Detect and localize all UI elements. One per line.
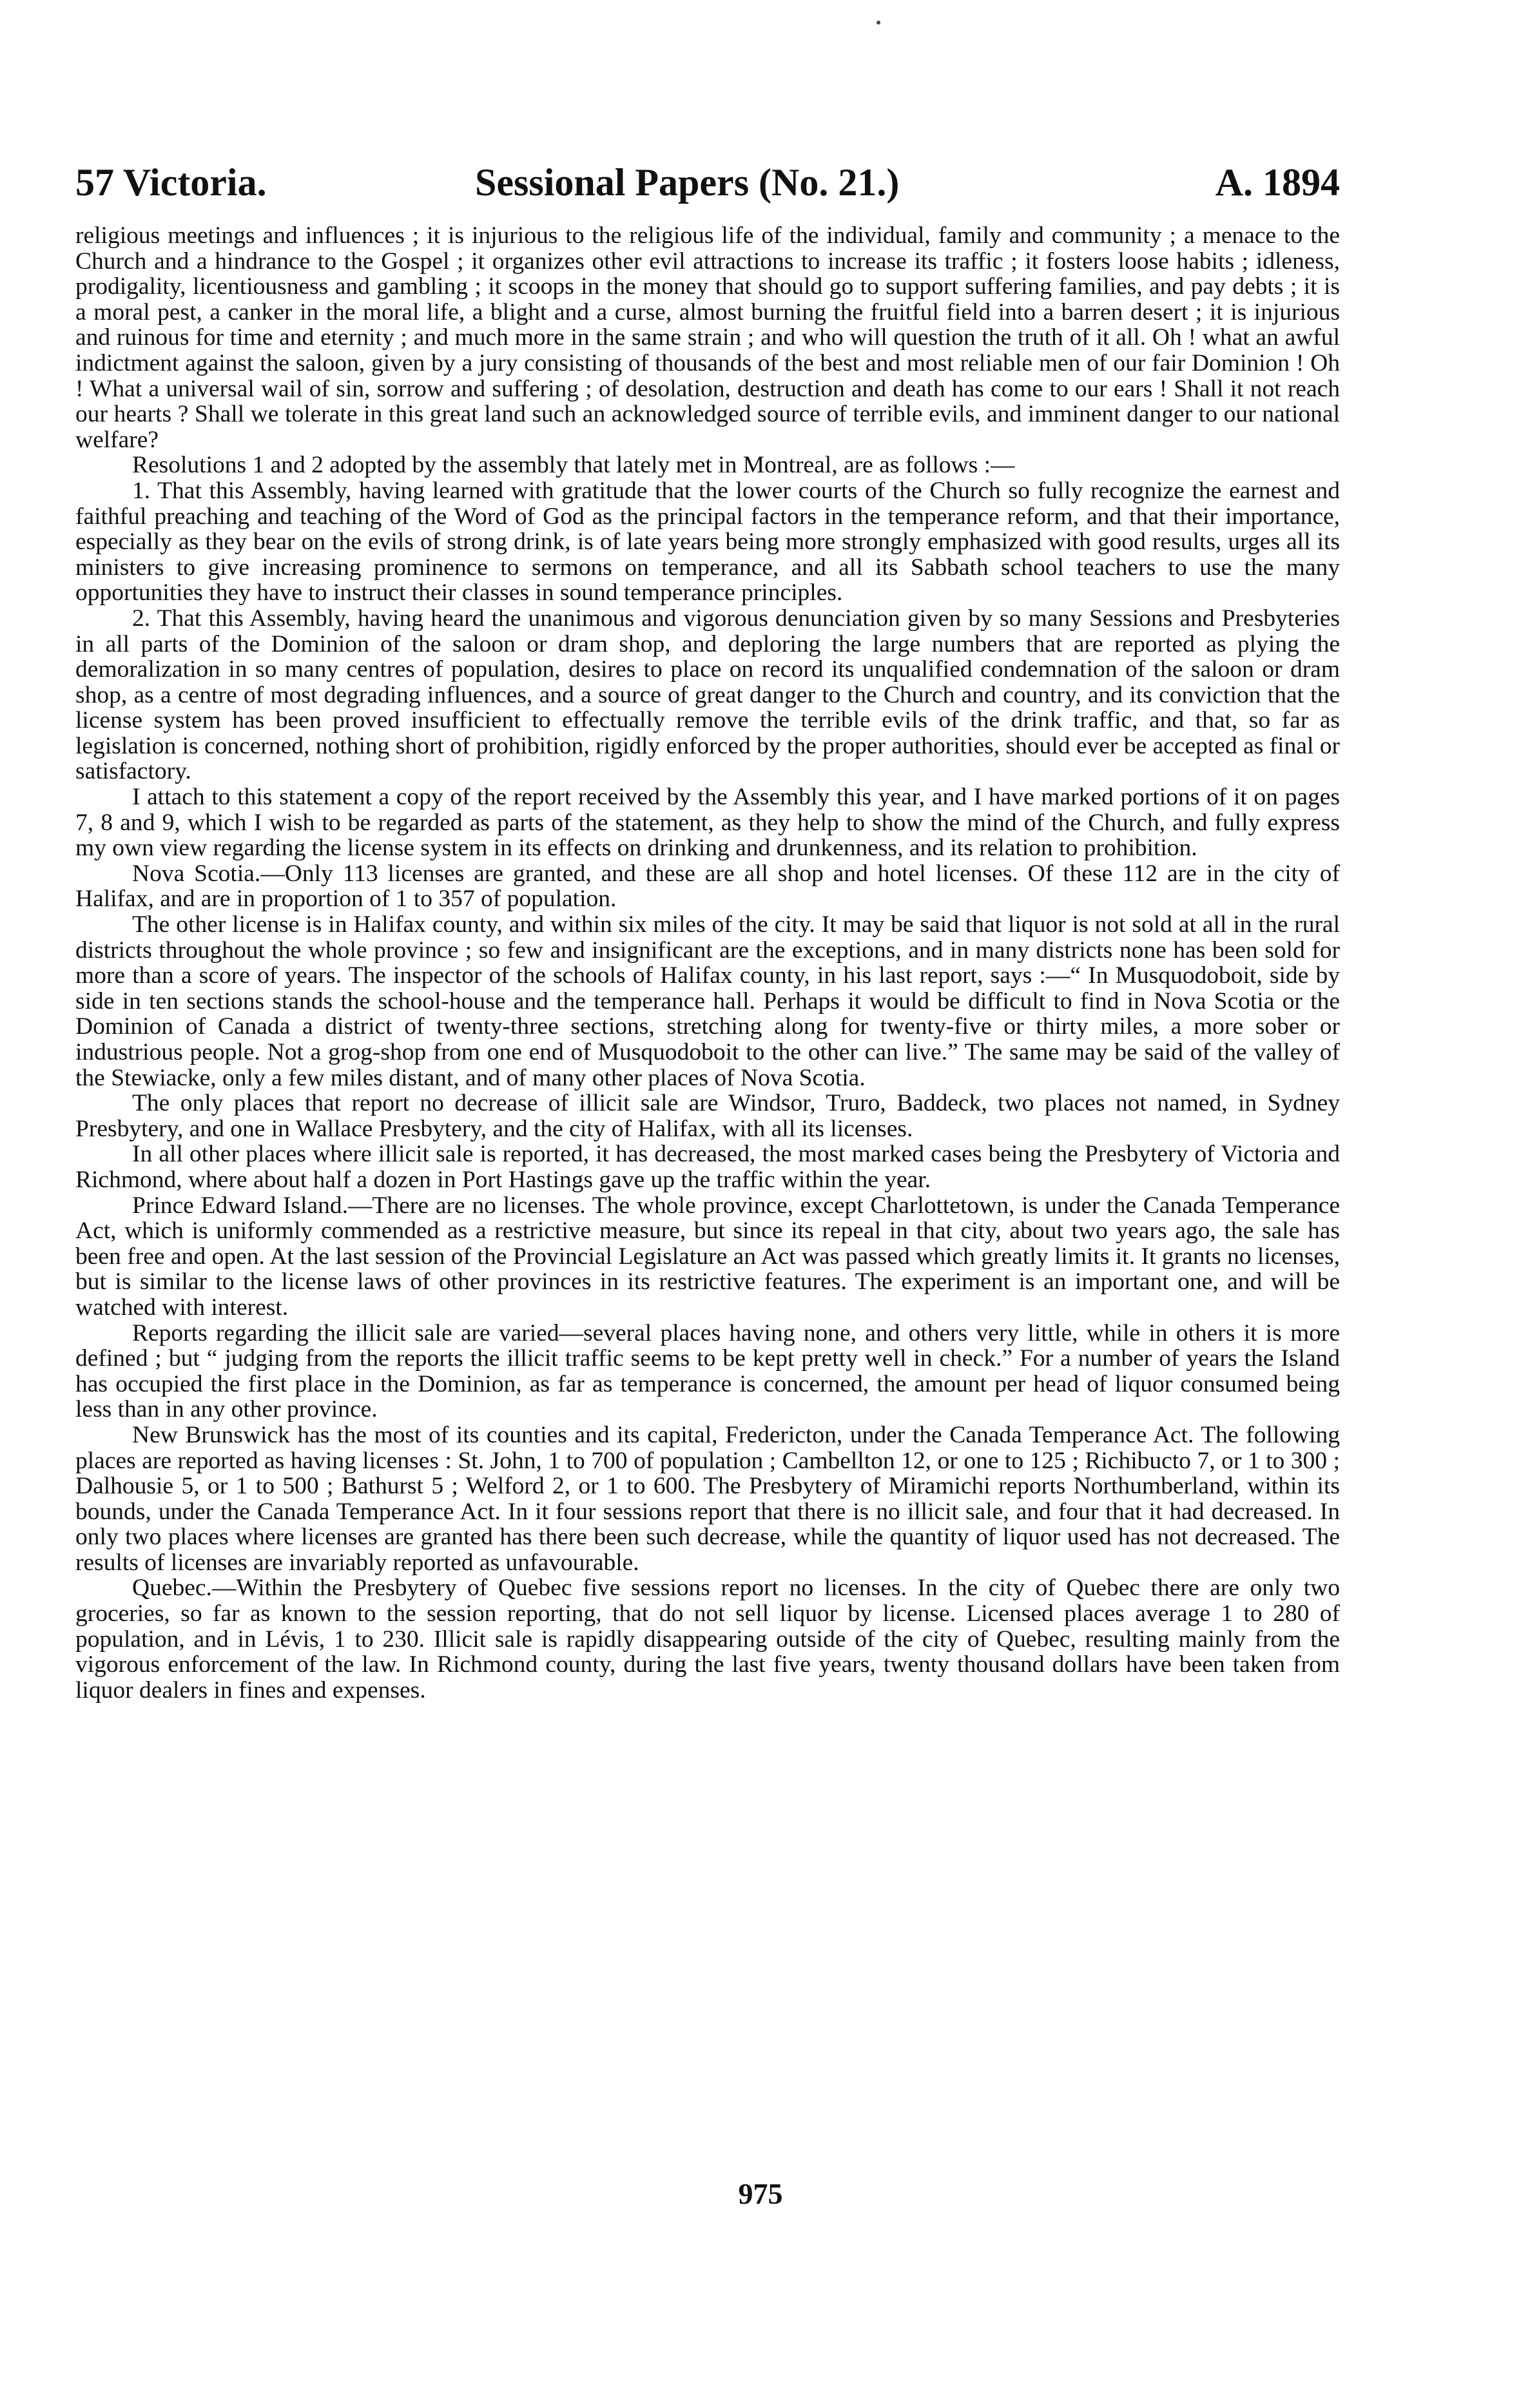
paragraph-no-decrease: The only places that report no decrease of illicit sale are Windsor, Truro, Baddeck, two places not named, in Sydney Presbytery, and one in Wallace Presbytery, and the city of Halifax, with all its licenses.	[75, 1090, 1340, 1142]
paragraph-illicit-sale-reports: Reports regarding the illicit sale are varied—several places having none, and others very little, while in others it is more defined ; but “ judging from the reports the illicit traffic seems to be kept pretty well in check.” For a number of years the Island has occupied the first place in the Dominion, as far as temperance is concerned, the amount per head of liquor consumed being less than in any other province.	[75, 1319, 1340, 1423]
paragraph-resolution-1: 1. That this Assembly, having learned with gratitude that the lower courts of the Church so fully recognize the earnest and faithful preaching and teaching of the Word of God as the principal factors in the temperance reform, and that their importance, especially as they bear on the evils of strong drink, is of late years being more strongly emphasized with good results, urges all its ministers to give increasing prominence to sermons on temperance, and all its Sabbath school teachers to use the many opportunities they have to instruct their classes in sound temperance principles.	[75, 477, 1340, 607]
paragraph-attachment: I attach to this statement a copy of the report received by the Assembly this year, and I have marked portions of it on pages 7, 8 and 9, which I wish to be regarded as parts of the statement, as they help to show the mind of the Church, and fully express my own view regarding the license system in its effects on drinking and drunkenness, and its relation to prohibition.	[75, 784, 1340, 862]
paragraph-resolution-2: 2. That this Assembly, having heard the unanimous and vigorous denunciation given by so many Sessions and Presbyteries in all parts of the Dominion of the saloon or dram shop, and deploring the large numbers that are reported as plying the demoralization in so many centres of population, desires to place on record its unqualified condemnation of the saloon or dram shop, as a centre of most degrading influences, and a source of great danger to the Church and country, and its conviction that the license system has been proved insufficient to effectually remove the terrible evils of the drink traffic, and that, so far as legislation is concerned, nothing short of prohibition, rigidly enforced by the proper authorities, should ever be accepted as final or satisfactory.	[75, 605, 1340, 785]
header-title: Sessional Papers (No. 21.)	[475, 161, 900, 204]
page-number: 975	[738, 2177, 783, 2210]
paragraph-quebec: Quebec.—Within the Presbytery of Quebec five sessions report no licenses. In the city of Quebec there are only two groceries, so far as known to the session reporting, that do not sell liquor by license. Licensed places average 1 to 280 of population, and in Lévis, 1 to 230. Illicit sale is rapidly disappearing outside of the city of Quebec, resulting mainly from the vigorous enforcement of the law. In Richmond county, during the last five years, twenty thousand dollars have been taken from liquor dealers in fines and expenses.	[75, 1575, 1340, 1704]
page-header	[75, 153, 1340, 211]
paragraph-prince-edward-island: Prince Edward Island.—There are no licenses. The whole province, except Charlottetown, is under the Canada Temperance Act, which is uniformly commended as a restrictive measure, but since its repeal in that city, about two years ago, the sale has been free and open. At the last session of the Provincial Legislature an Act was passed which greatly limits it. It grants no licenses, but is similar to the license laws of other provinces in its restrictive features. The experiment is an important one, and will be watched with interest.	[75, 1192, 1340, 1321]
header-volume: 57 Victoria.	[75, 161, 267, 204]
scan-speck	[877, 21, 880, 24]
paragraph-halifax-county: The other license is in Halifax county, and within six miles of the city. It may be said that liquor is not sold at all in the rural districts throughout the whole province ; so few and insignificant are the exceptions, and in many districts none has been sold for more than a score of years. The inspector of the schools of Halifax county, in his last report, says :—“ In Musquodoboit, side by side in ten sections stands the school-house and the temperance hall. Perhaps it would be difficult to find in Nova Scotia or the Dominion of Canada a district of twenty-three sections, stretching along for twenty-five or thirty miles, a more sober or industrious people. Not a grog-shop from one end of Musquodoboit to the other can live.” The same may be said of the valley of the Stewiacke, only a few miles distant, and of many other places of Nova Scotia.	[75, 911, 1340, 1091]
header-year: A. 1894	[1215, 161, 1340, 204]
paragraph-decrease: In all other places where illicit sale is reported, it has decreased, the most marked cases being the Presbytery of Victoria and Richmond, where about half a dozen in Port Hastings gave up the traffic within the year.	[75, 1141, 1340, 1193]
paragraph-nova-scotia: Nova Scotia.—Only 113 licenses are granted, and these are all shop and hotel licenses. Of these 112 are in the city of Halifax, and are in proportion of 1 to 357 of population.	[75, 860, 1340, 913]
page-body	[75, 223, 1340, 1703]
paragraph-continuation: religious meetings and influences ; it is injurious to the religious life of the individual, family and community ; a menace to the Church and a hindrance to the Gospel ; it organizes other evil attractions to increase its traffic ; it fosters loose habits ; idleness, prodigality, licentiousness and gambling ; it scoops in the money that should go to support suffering families, and pay debts ; it is a moral pest, a canker in the moral life, a blight and a curse, almost burning the fruitful field into a barren desert ; it is injurious and ruinous for time and eternity ; and much more in the same strain ; and who will question the truth of it all. Oh ! what an awful indictment against the saloon, given by a jury consisting of thousands of the best and most reliable men of our fair Dominion ! Oh ! What a universal wail of sin, sorrow and suffering ; of desolation, destruction and death has come to our ears ! Shall it not reach our hearts ? Shall we tolerate in this great land such an acknowledged source of terrible evils, and imminent danger to our national welfare?	[75, 222, 1340, 453]
paragraph-new-brunswick: New Brunswick has the most of its counties and its capital, Fredericton, under the Canada Temperance Act. The following places are reported as having licenses : St. John, 1 to 700 of population ; Cambellton 12, or one to 125 ; Richibucto 7, or 1 to 300 ; Dalhousie 5, or 1 to 500 ; Bathurst 5 ; Welford 2, or 1 to 600. The Presbytery of Miramichi reports Northumberland, within its bounds, under the Canada Temperance Act. In it four sessions report that there is no illicit sale, and four that it had decreased. In only two places where licenses are granted has there been such decrease, while the quantity of liquor used has not decreased. The results of licenses are invariably reported as unfavourable.	[75, 1421, 1340, 1576]
paragraph-resolutions-intro: Resolutions 1 and 2 adopted by the assembly that lately met in Montreal, are as follows :—	[132, 452, 1015, 479]
